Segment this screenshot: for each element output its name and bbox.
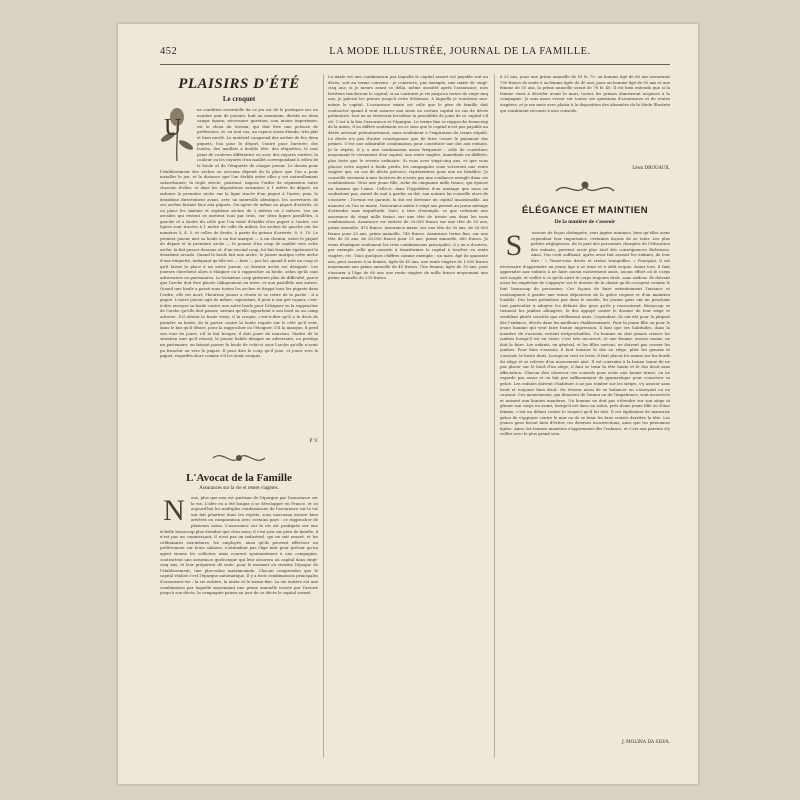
journal-page: [118, 24, 698, 784]
page-header: [160, 46, 670, 62]
article-title: L'Avocat de la Famille: [186, 472, 292, 484]
ornament-icon: [209, 450, 269, 466]
article-text: ous, plus que moi est partisan de l'épargne par l'assurance sur la vie. L'idée en a été longue à se développer en France, et ici aujourd'hui les multiples combinaisons de l'assurance sur la vie ont fait pénétrer dans les esprits, sous nouveaux encore bien arriérés en comparaison avec certains pays : ce rapprocher de plusieurs noms. L'assurance sur la vie est pratiquée sur une échelle beaucoup plus étendue que chez nous; il s'est peu sur père de famille, il n'est pas un commerçant, il n'est pas un industriel, qui ne soit assuré, et les célibataires eux-mêmes, les employés, ainsi qu'ils peuvent effectuer un prélèvement sur leurs salaires, n'attendent pas l'âge mûr pour prévoir qu'un agent vienne les solliciter, mais courent spontanément à une compagnie, contractent une assurance quelconque qui leur assurera un capital dans vingt-cinq ans, et leur préparera de suite, pour le moment où viendra l'époque de l'établissement, une plus-value matrimoniale. Chacun comprendra que le capital réalisé c'est l'épargne automatique. Il y a trois combinaisons principales d'assurance-vie : la vie entière, la mixte et le terme fixe. La vie entière est une combinaison par laquelle moyennant une prime annuelle versée par l'assuré jusqu'à son décès, la compagnie paiera au jour de ce décès le capital assuré.: [160, 495, 318, 596]
article-subtitle: Le croquet: [222, 95, 256, 103]
dropcap: N: [163, 495, 185, 527]
article-signature: J. MOLINA DA SILVA.: [621, 740, 670, 745]
column-right: [500, 74, 670, 758]
article-subtitle: De la manière de s'asseoir: [554, 219, 616, 225]
ornament-icon: [550, 177, 620, 199]
article-subtitle: Assurances sur la vie et rentes viagères.: [199, 486, 279, 491]
column-middle: [328, 74, 488, 758]
article-signature: Léon DROUAUX.: [632, 166, 670, 171]
header-rule: [160, 64, 670, 65]
article-body: [500, 74, 670, 164]
article-text: La mixte est une combinaison par laquelle le capital assuré est payable soit au décès, soit au terme convenu : je contracte, par exemple, une mixte de vingt-cinq ans; si je meurs avant ce délai, même aussitôt après l'assurance, mes héritiers toucheront le capital; si au contraire je vis jusqu'au terme de vingt-cinq ans, je palerai les primes jusqu'à cette échéance, à laquelle je toucherai moi-même le capital. L'assurance mixte est celle que le père de famille doit contracter quand il veut assurer aux siens un certain capital en cas de décès prématuré, tout en se réservant lui-même la possibilité de jouir de ce capital s'il vit. C'est à la fois l'assurance et l'épargne. Le terme fixe se rapproche beaucoup de la mixte; il en diffère seulement en ce sens que le capital n'est pas payable au décès arrivant prématurément, mais seulement à l'expiration du terme stipulé. Le décès n'a pas d'autre conséquence que de faire cesser le paiement des primes. C'est une admirable combinaison pour constituer une dot aux enfants. Je le répète, il y a une combinaison assez fréquente : celle de constituer, moyennant le versement d'un capital, une rente viagère, immédiate ou différée, plus forte que le revenu ordinaire. Si vous avez vingt-cinq ans, et que vous placiez votre argent à fonds perdu, les compagnies vous verseront une rente viagère qui, en cas de décès précoce, représentera pour eux un bénéfice. Je conseille vivement à mes lectrices de n'avoir pas une confiance aveugle dans ces combinaisons. Voici une jeune fille, riche de cinquante mille francs, qui épouse un homme qui l'aime. Celle-ci, dans l'hypothèse d'un mariage que nous ne souhaitons pas, aurait du mal à garder sa dot; son notaire lui conseille alors de s'assurer : l'avenir est garanti, la dot est devenue un capital insaisissable. Au moment où l'on se marie, l'assurance mixte à vingt ans permet au jeune ménage d'attendre sans inquiétude. Voici, à titre d'exemple, ce que coûterait une assurance de vingt mille francs sur une tête de trente ans dans les trois combinaisons. Assurance vie entière de 20.000 francs sur une tête de 30 ans, prime annuelle, 470 francs. Assurance mixte, sur une tête de 30 ans, de 20.000 francs pour 25 ans, prime annuelle, 740 francs. Assurance terme fixe, sur une tête de 30 ans, de 20.000 francs pour 25 ans, prime annuelle, 660 francs. Je viens d'indiquer seulement les trois combinaisons principales, il y en a d'autres, par exemple celle qui consiste à transformer le capital à toucher en rente viagère, etc. Voici quelques chiffres comme exemple : un mari, âgé de quarante ans, peut assurer à sa femme, âgée de 40 ans, une rente viagère de 1.000 francs moyennant une prime annuelle de 41 francs. Une femme, âgée de 30 ans, peut s'assurer à l'âge de 60 ans une rente viagère de mille francs moyennant une prime annuelle de 235 francs.: [328, 74, 488, 281]
flower-illustration: [160, 107, 194, 161]
journal-title: LA MODE ILLUSTRÉE, JOURNAL DE LA FAMILLE.: [329, 46, 591, 57]
article-title: ÉLÉGANCE ET MAINTIEN: [521, 205, 649, 216]
article-body: [328, 74, 488, 758]
column-left: [160, 74, 318, 758]
article-body: [160, 495, 318, 707]
column-divider: [494, 74, 495, 758]
article-text: à 35 ans, pour une prime annuelle de 81 fr. 70, un homme âgé de 60 ans assurerait 700 francs de rente à sa femme âgée de 40 ans; pour un homme âgé de 55 ans et une femme de 50 ans, la prime annuelle serait de 78 fr. 40. Il est bien entendu que si la femme vient à décéder avant le mari, toutes les primes demeurent acquises à la compagnie. Je suis assez verser sur toutes ces questions d'assurances et de rentes viagères, et je me mets avec plaisir à la disposition des abonnées de la Mode Illustrée qui voudraient recourir à mes conseils.: [500, 74, 670, 113]
column-divider: [323, 74, 324, 758]
article-signature: P. V.: [309, 439, 318, 444]
article-body: [500, 230, 670, 738]
dropcap: S: [505, 230, 523, 262]
article-text: 'asseoir de façon distinguée, sont jugées minimes, bien qu'elles aient cependant leur importance, certaines façons de se tenir. Les plus petites négligences, de la part des personnes chargées de l'éducation des enfants, peuvent avoir plus tard des conséquences fâcheuses. Ainsi, l'on croit suffisant, après avoir fait asseoir les enfants, de leur dire : « Tenez-vous droits et restez tranquilles. » Pourquoi, il est nécessaire d'apprendre au jeune âge à se tenir et à sitôt acquis. Avant tout, il faut apprendre aux enfants à ne faire aucun mouvement assis, aucun effort où le corps soit souple, et veiller à ce qu'ils aient le corps toujours droit, sans raideur. Ils doivent aussi les empêcher de s'appuyer sur le dossier de la chaise qu'ils occupent comme le font beaucoup de personnes. Ces façons de faire entretiennent l'aisance et contraignent à garder une tenue dépourvue de la grâce requise et d'un maintien louable. Des leurs premières pas dans le monde, les jeunes gens ont un penchant tout particulier à adopter les défauts des gens qu'ils y rencontrent. Beaucoup se tiennent les jambes allongées, le dos appuyé contre le dossier de leur siège et semblent plutôt couchés que réellement assis. Cependant, ils ont été pour la plupart dès l'enfance, élevés dans les meilleurs établissements. Pour la jeune fille ou pour le jeune homme qui veut faire bonne impression, il faut que ses habitudes, dans la manière de s'asseoir, restent irréprochables. Un homme ne doit jamais croiser les jambes lorsqu'il est en visite; c'est très incorrect, et une femme, encore moins, ne doit le faire. Les enfants, en général, et les filles surtout, ne doivent pas croiser les jambes. Pour bien s'asseoir, il faut tourner le dos au siège, plier les genoux et s'asseoir, le buste droit. Lorsqu'on veut se lever, il faut placer les mains sur les bords du siège et se relever d'un mouvement aisé. Il est contraire à la bonne tenue de ne pas placer sur le bord d'un siège; il faut se tenir la tête haute et le dos droit sans affectation. Chacun doit observer ces conseils pour avoir une bonne tenue; on ne regarde pas assez et on fait pas suffisamment de gymnastique pour conserver sa grâce. Les enfants doivent s'habituer à ne pas tomber sur les sièges, s'y asseoir sans bruit et toujours bien droit. On évitera aussi de se balancer en s'asseyant ou en causant. Ces mouvements, qui dénotent de l'ennui ou de l'impatience, sont incorrects et nuisent aux bonnes manières. Un homme ne doit pas s'étendre sur son siège ni glisser son corps en avant; lorsqu'il est dans un salon, près d'une jeune fille ou d'une femme, c'est un défaut contre le respect qu'il lui doit. Il est également de mauvaise grâce de s'appuyer contre le mur ou de se tenir les bras croisés derrière la tête. Les jeunes gens feront bien d'éviter ces diverses incorrections, ainsi que les personnes âgées. Ainsi, les bonnes manières s'apprennent dès l'enfance, et c'est aux parents d'y veiller avec le plus grand soin.: [500, 230, 670, 437]
dropcap: U: [164, 115, 182, 141]
page-number: 452: [160, 46, 178, 57]
article-body: [160, 107, 318, 437]
article-text: ne condition essentielle de ce jeu est de le pratiquer sur un nombre pair de joueurs, huit au maximum, divisés en deux camps égaux; nécessaire question, non moins importante, est le choix du terrain, qui doit être une pelouse de préférence, et, en tout cas, un espace assez étendu, très plat et bien nivelé. Le matériel comprend des arches de fer, deux piquets, l'un pour le départ, l'autre pour l'arrivée; des boules, des maillets à double tête, des étiquettes, le tout peint de couleurs différentes ou avec des rayures variées; la couleur ou les rayures d'un maillet correspondant à celles de la boule et de l'étiquette de chaque joueur. Le dessin pour l'établissement des arches ou arceaux dépend de la place que l'on a pour installer le jeu, et la distance que l'on établit entre elles y est naturellement subordonnée; la règle stricte, pourtant, impose l'ordre de séparation entre chacune d'elles, et dans les dispositions suivantes: à 1 mètre du départ, on enfonce la première arche sur la ligne tracée d'un piquet à l'autre; puis, la deuxième directement avant, avec un intervalle identique, les ouvertures de ces arches faisant face aux piquets. On opère de même en piquet d'arrivée, et on place les sixième et septième arches de 2 mètres en 2 mètres. Les six arcades qui restent se mettent tous par trois, sur deux lignes parallèles, à gauche et à droite du celle que l'on vient d'établir d'un piquet à l'autre; ces lignes sont tracées à 1 mètre de celle du milieu; les arches de gauche ont les numéros 3, 4, 5, et celles de droite, à partir du poteau d'arrivée, 8, 9, 10. Le premier joueur met sa boule à un but marqué — à un chemin, entre le piquet de départ et la première arche — le pousse d'un coup de maillet vers cette arche, la fait passer dessous et, d'un second coup, lui fait franchir également la deuxième arcade. Quand la boule fait une arche, le joueur marque cette arche d'une étiquette, indiquant qu'elle est — faite — par lui; quand il rate un coup et qu'il laisse la place à un autre joueur, ce dernier arche est désignée. Les joueurs cherchent alors à éloigner ou à rapprocher sa boule, selon qu'ils sont adversaires ou partenaires. Le troisième coup présente plus de difficulté, parce que l'arche doit être placée obliquement en terre, et non parallèle aux autres. Quand une boule a passé sous toutes les arches et frappé tous les piquets dans l'ordre, elle est mort; l'heureux joueur a réussi et se retire de la partie : il a gagné. L'autre joueur agit de même; cependant, il peut à son gré roquer, c'est-à-dire envoyer sa boule contre une autre boule pour l'éloigner ou la rapprocher de l'arche qu'elle doit passer, suivant qu'elle appartient à son bord ou au camp adverse. S'il atteint la boule visée, il la croque, c'est-à-dire qu'il a le droit de prendre sa boule, de la porter contre la boule roquée sur le côté qu'il veut, dans le but qu'il désire, pour la rapprocher ou l'éloigner. S'il la manque, il perd son tour de jouer; s'il la fait bouger, il doit jouer de nouveau. Maître de la situation tant qu'il réussit, le joueur habile désigne un adversaire, ou protège un partenaire, en faisant passer la boule de celui-ci sous l'arche qu'elle n'avait pu franchir ou vers le piquet. Il peut dire le coup qu'il joue, et jouer vers le piquet, regardés alors comme s'il les avait conquis.: [160, 107, 318, 359]
article-title: PLAISIRS D'ÉTÉ: [178, 76, 300, 92]
